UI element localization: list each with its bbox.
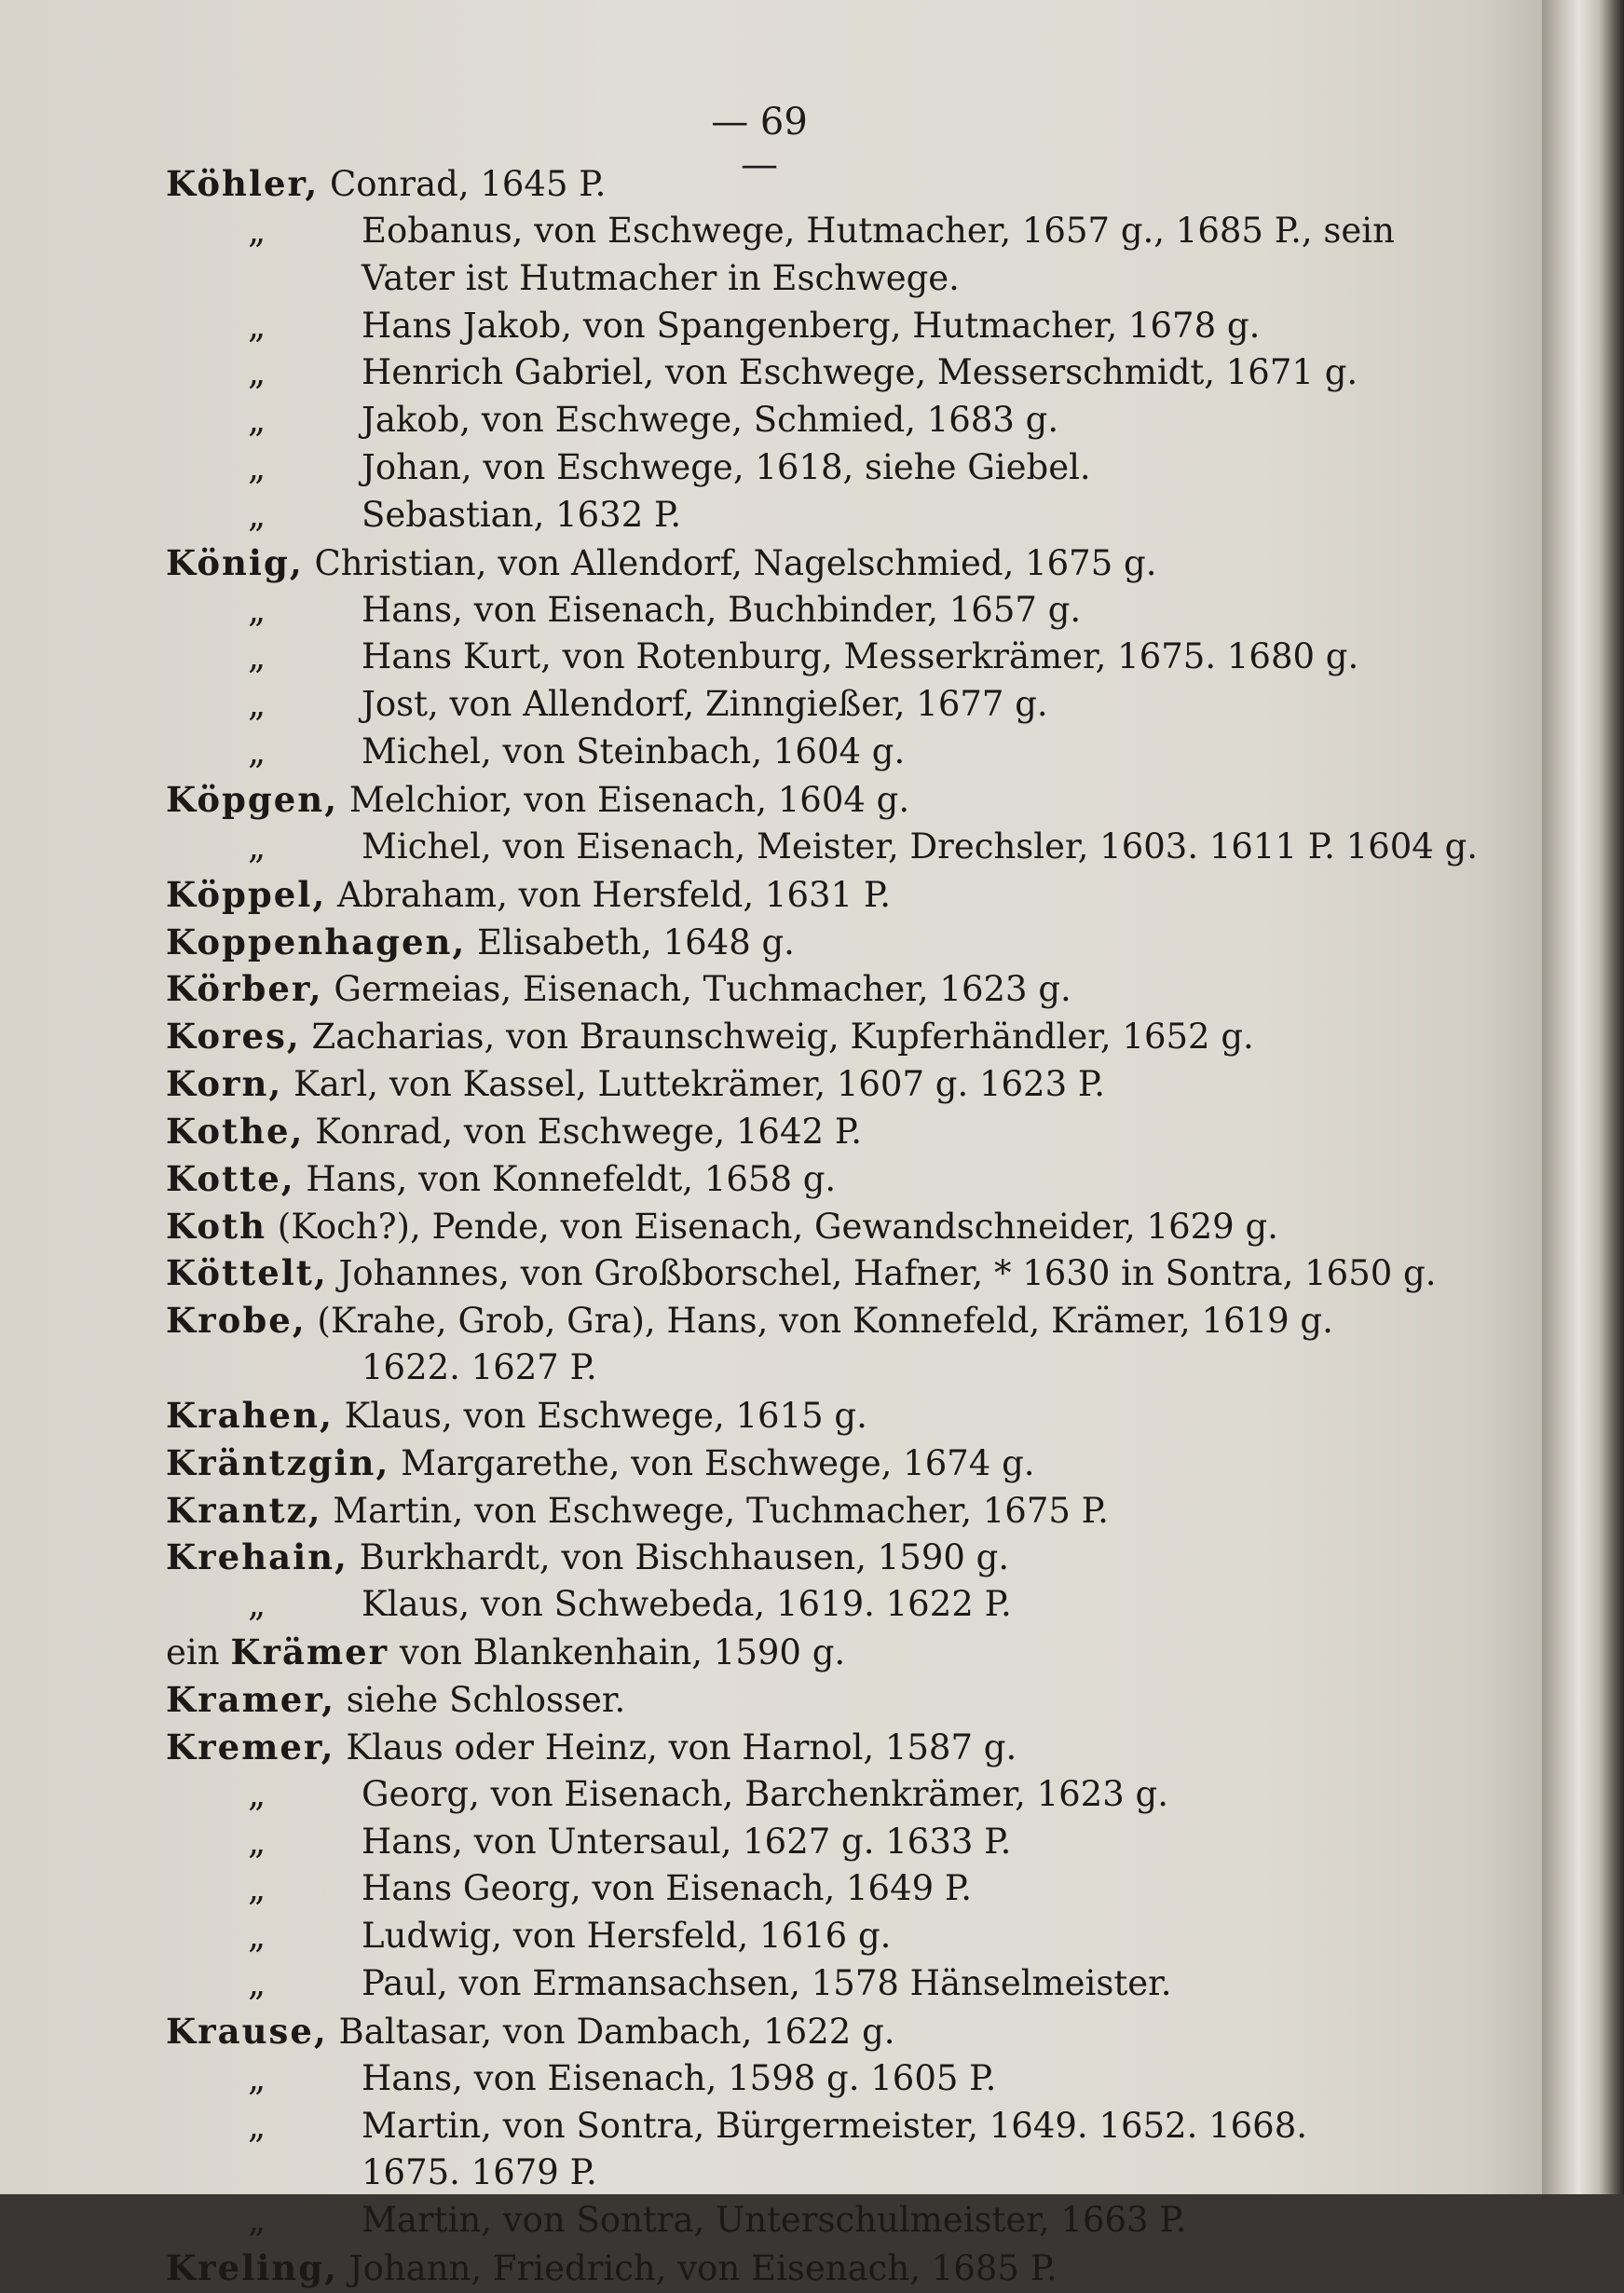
entry-text: Hans, von Konnefeldt, 1658 g. xyxy=(294,1158,837,1199)
entry-text: Michel, von Steinbach, 1604 g. xyxy=(362,731,906,772)
entry-text: siehe Schlosser. xyxy=(335,1680,626,1720)
entry-text: Melchior, von Eisenach, 1604 g. xyxy=(338,779,910,820)
entry-line xyxy=(166,1534,1368,1581)
entry-text: Hans, von Eisenach, 1598 g. 1605 P. xyxy=(362,2057,997,2098)
entry-surname: Köpgen, xyxy=(166,778,339,820)
entry-text: Johann, Friedrich, von Eisenach, 1685 P. xyxy=(337,2248,1058,2289)
sub-entry-line xyxy=(166,397,1368,444)
entry-line xyxy=(166,1203,1368,1250)
entry-text: Abraham, von Hersfeld, 1631 P. xyxy=(326,874,891,915)
sub-entry-line xyxy=(166,681,1368,729)
entry-surname: Körber, xyxy=(166,968,323,1010)
entry-text: Ludwig, von Hersfeld, 1616 g. xyxy=(362,1916,892,1957)
entry-text: Martin, von Eschwege, Tuchmacher, 1675 P. xyxy=(321,1490,1109,1531)
entry-surname: Köppel, xyxy=(166,873,327,915)
sub-entry-line xyxy=(166,587,1368,635)
entry-text: Vater ist Hutmacher in Eschwege. xyxy=(362,257,960,298)
ditto-mark: „ xyxy=(248,400,266,441)
entry-line xyxy=(166,1440,1368,1487)
entry-text: 1675. 1679 P. xyxy=(362,2152,597,2193)
entry-surname: Krobe, xyxy=(166,1300,307,1342)
ditto-mark: „ xyxy=(248,1916,266,1957)
page-number: — 69 — xyxy=(711,101,808,186)
entry-surname: Kremer, xyxy=(166,1726,335,1768)
entry-text: Paul, von Ermansachsen, 1578 Hänselmeister. xyxy=(362,1963,1172,2004)
entry-text: Hans Kurt, von Rotenburg, Messerkrämer, 1675. 1680 g. xyxy=(362,636,1359,677)
continuation-line xyxy=(166,1344,1368,1392)
continuation-line xyxy=(166,2150,1368,2197)
entry-surname: Köhler, xyxy=(166,163,320,204)
ditto-mark: „ xyxy=(248,2105,266,2146)
entry-line xyxy=(166,776,1368,824)
entry-text: Eobanus, von Eschwege, Hutmacher, 1657 g., 1685 P., sein xyxy=(362,210,1395,251)
ditto-mark: „ xyxy=(248,1868,266,1909)
entry-text: (Krahe, Grob, Gra), Hans, von Konnefeld, Krämer, 1619 g. xyxy=(306,1301,1333,1342)
entry-surname: Kreling, xyxy=(166,2247,338,2289)
sub-entry-line xyxy=(166,1913,1368,1960)
entry-text: von Blankenhain, 1590 g. xyxy=(389,1632,846,1673)
entry-text: Martin, von Sontra, Unterschulmeister, 1663 P. xyxy=(362,2200,1187,2241)
entry-text: Burkhardt, von Bischhausen, 1590 g. xyxy=(348,1537,1010,1578)
entry-line xyxy=(166,2245,1368,2292)
entry-surname: Koppenhagen, xyxy=(166,921,467,962)
entry-line xyxy=(166,1155,1368,1203)
ditto-mark: „ xyxy=(248,305,266,346)
entry-prefix: ein xyxy=(166,1632,231,1673)
sub-entry-line xyxy=(166,824,1479,871)
ditto-mark: „ xyxy=(248,2200,266,2241)
entry-line xyxy=(166,1676,1368,1724)
entry-line xyxy=(166,871,1368,919)
ditto-mark: „ xyxy=(248,1963,266,2004)
entry-text: Klaus, von Eschwege, 1615 g. xyxy=(333,1395,867,1436)
entry-text: 1622. 1627 P. xyxy=(362,1347,597,1388)
sub-entry-line xyxy=(166,1865,1368,1913)
sub-entry-line xyxy=(166,303,1368,350)
ditto-mark: „ xyxy=(248,447,266,488)
entry-text: (Koch?), Pende, von Eisenach, Gewandschneider, 1629 g. xyxy=(266,1206,1278,1247)
entry-surname: Koth xyxy=(166,1205,267,1247)
ditto-mark: „ xyxy=(248,826,266,867)
sub-entry-line xyxy=(166,2197,1368,2245)
sub-entry-line xyxy=(166,2103,1368,2150)
ditto-mark: „ xyxy=(248,636,266,677)
ditto-mark: „ xyxy=(248,1821,266,1862)
entry-text: Karl, von Kassel, Luttekrämer, 1607 g. 1623 P. xyxy=(282,1064,1106,1105)
sub-entry-line xyxy=(166,1771,1368,1819)
entry-line xyxy=(166,1629,1368,1676)
entry-text: Johan, von Eschwege, 1618, siehe Giebel. xyxy=(362,447,1091,488)
entry-surname: Krause, xyxy=(166,2010,328,2052)
entry-surname: Köttelt, xyxy=(166,1252,328,1294)
sub-entry-line xyxy=(166,208,1395,255)
entry-text: Hans Jakob, von Spangenberg, Hutmacher, 1678 g. xyxy=(362,305,1261,346)
entry-text: Hans, von Eisenach, Buchbinder, 1657 g. xyxy=(362,589,1082,630)
entry-text: Hans Georg, von Eisenach, 1649 P. xyxy=(362,1868,973,1909)
entry-text: Germeias, Eisenach, Tuchmacher, 1623 g. xyxy=(322,969,1071,1010)
ditto-mark: „ xyxy=(248,352,266,393)
sub-entry-line xyxy=(166,1581,1368,1629)
entry-surname: Kotte, xyxy=(166,1157,295,1199)
entry-text: Sebastian, 1632 P. xyxy=(362,494,682,535)
entry-text: Hans, von Untersaul, 1627 g. 1633 P. xyxy=(362,1821,1012,1862)
ditto-mark: „ xyxy=(248,1584,266,1625)
entry-text: Klaus oder Heinz, von Harnol, 1587 g. xyxy=(334,1727,1017,1768)
entry-surname: Krehain, xyxy=(166,1536,348,1578)
entry-text: Henrich Gabriel, von Eschwege, Messerschmidt, 1671 g. xyxy=(362,352,1358,393)
continuation-line xyxy=(166,255,1368,303)
entry-text: Jakob, von Eschwege, Schmied, 1683 g. xyxy=(362,400,1059,441)
entry-line xyxy=(166,1724,1368,1771)
sub-entry-line xyxy=(166,634,1368,681)
entry-line xyxy=(166,1297,1368,1344)
entry-text: Konrad, von Eschwege, 1642 P. xyxy=(304,1111,862,1152)
entry-text: Margarethe, von Eschwege, 1674 g. xyxy=(389,1442,1035,1483)
entry-surname: Korn, xyxy=(166,1063,283,1105)
entry-surname: Kothe, xyxy=(166,1110,305,1152)
entry-line xyxy=(166,539,1368,587)
entry-line xyxy=(166,1487,1368,1535)
entry-text: Christian, von Allendorf, Nagelschmied, 1675 g. xyxy=(303,542,1157,583)
ditto-mark: „ xyxy=(248,494,266,535)
ditto-mark: „ xyxy=(248,1773,266,1814)
ditto-mark: „ xyxy=(248,589,266,630)
sub-entry-line xyxy=(166,1960,1368,2008)
entry-line xyxy=(166,1392,1368,1440)
entry-surname: Krahen, xyxy=(166,1394,334,1436)
entry-surname: König, xyxy=(166,541,304,583)
book-gutter xyxy=(1542,0,1624,2194)
entry-text: Michel, von Eisenach, Meister, Drechsler, 1603. 1611 P. 1604 g. xyxy=(362,826,1479,867)
sub-entry-line xyxy=(166,444,1368,492)
entry-line xyxy=(166,965,1368,1013)
entry-text: Klaus, von Schwebeda, 1619. 1622 P. xyxy=(362,1584,1012,1625)
ditto-mark: „ xyxy=(248,684,266,725)
entry-line xyxy=(166,2008,1368,2055)
ditto-mark: „ xyxy=(248,210,266,251)
entry-text: Baltasar, von Dambach, 1622 g. xyxy=(327,2011,895,2052)
entry-text: Jost, von Allendorf, Zinngießer, 1677 g. xyxy=(362,684,1048,725)
entry-line xyxy=(166,919,1368,966)
entry-surname: Kräntzgin, xyxy=(166,1441,390,1483)
entry-surname: Krämer xyxy=(230,1631,389,1673)
entry-surname: Kores, xyxy=(166,1016,301,1058)
entry-text: Elisabeth, 1648 g. xyxy=(466,921,795,962)
entry-line xyxy=(166,1249,1437,1297)
entry-text: Georg, von Eisenach, Barchenkrämer, 1623 g. xyxy=(362,1773,1168,1814)
sub-entry-line xyxy=(166,492,1368,539)
sub-entry-line xyxy=(166,729,1368,776)
entry-line xyxy=(166,1108,1368,1155)
entry-text: Conrad, 1645 P. xyxy=(319,164,607,204)
entry-text: Zacharias, von Braunschweig, Kupferhändler, 1652 g. xyxy=(300,1017,1254,1058)
sub-entry-line xyxy=(166,2055,1368,2103)
entry-line xyxy=(166,1013,1368,1060)
entry-line xyxy=(166,1060,1368,1108)
entry-surname: Kramer, xyxy=(166,1679,335,1720)
entry-surname: Krantz, xyxy=(166,1489,322,1531)
entry-text: Martin, von Sontra, Bürgermeister, 1649. 1652. 1668. xyxy=(362,2105,1308,2146)
ditto-mark: „ xyxy=(248,2057,266,2098)
sub-entry-line xyxy=(166,1819,1368,1866)
register-entries xyxy=(166,160,1479,2292)
entry-line xyxy=(166,160,1368,208)
sub-entry-line xyxy=(166,349,1368,397)
ditto-mark: „ xyxy=(248,731,266,772)
entry-text: Johannes, von Großborschel, Hafner, * 1630 in Sontra, 1650 g. xyxy=(327,1253,1437,1294)
